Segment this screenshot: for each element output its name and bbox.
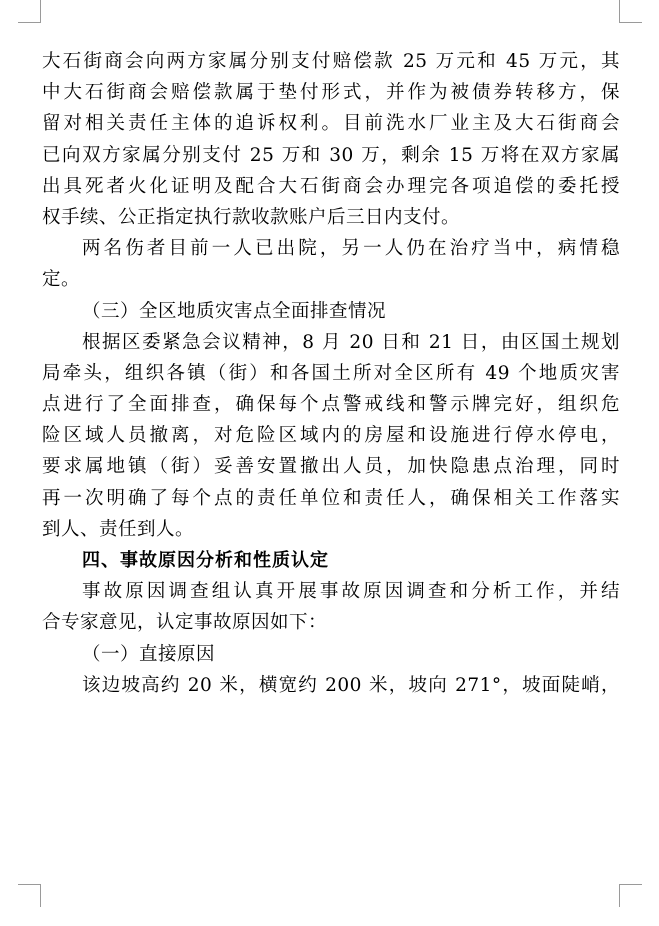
- text-line: 险区域人员撤离，对危险区域内的房屋和设施进行停水停电，: [42, 425, 620, 447]
- section-heading: 四、事故原因分析和性质认定: [82, 550, 329, 571]
- page-corner-mark-top-right: [619, 0, 642, 23]
- text-line: 大石街商会向两方家属分别支付赔偿款 25 万元和 45 万元，其: [42, 51, 620, 72]
- text-line: （三）全区地质灾害点全面排查情况: [82, 300, 387, 322]
- text-line: 中大石街商会赔偿款属于垫付形式，并作为被债券转移方，保: [42, 82, 620, 104]
- text-line: 根据区委紧急会议精神，8 月 20 日和 21 日，由区国土规划: [82, 331, 620, 353]
- text-line: 到人、责任到人。: [42, 518, 195, 540]
- text-line: 合专家意见，认定事故原因如下：: [42, 612, 328, 634]
- page-corner-mark-top-left: [18, 0, 41, 23]
- text-line: 点进行了全面排查，确保每个点警戒线和警示牌完好，组织危: [42, 394, 620, 416]
- text-line: 再一次明确了每个点的责任单位和责任人，确保相关工作落实: [42, 487, 620, 509]
- text-line: 留对相关责任主体的追诉权利。目前洗水厂业主及大石街商会: [42, 113, 620, 135]
- text-line: 定。: [42, 269, 81, 291]
- text-line: 该边坡高约 20 米，横宽约 200 米，坡向 271°，坡面陡峭，: [82, 674, 620, 696]
- page-corner-mark-bottom-left: [18, 884, 41, 907]
- text-line: 出具死者火化证明及配合大石街商会办理完各项追偿的委托授: [42, 175, 620, 197]
- text-line: 两名伤者目前一人已出院，另一人仍在治疗当中，病情稳: [82, 238, 620, 260]
- document-body: [42, 46, 620, 701]
- text-line: （一）直接原因: [82, 643, 216, 665]
- page-corner-mark-bottom-right: [619, 884, 642, 907]
- text-line: 要求属地镇（街）妥善安置撤出人员，加快隐患点治理，同时: [42, 456, 620, 478]
- text-line: 事故原因调查组认真开展事故原因调查和分析工作，并结: [82, 581, 620, 603]
- text-line: 权手续、公正指定执行款收款账户后三日内支付。: [42, 206, 461, 228]
- text-line: 局牵头，组织各镇（街）和各国土所对全区所有 49 个地质灾害: [42, 362, 620, 384]
- text-line: 已向双方家属分别支付 25 万和 30 万，剩余 15 万将在双方家属: [42, 144, 620, 166]
